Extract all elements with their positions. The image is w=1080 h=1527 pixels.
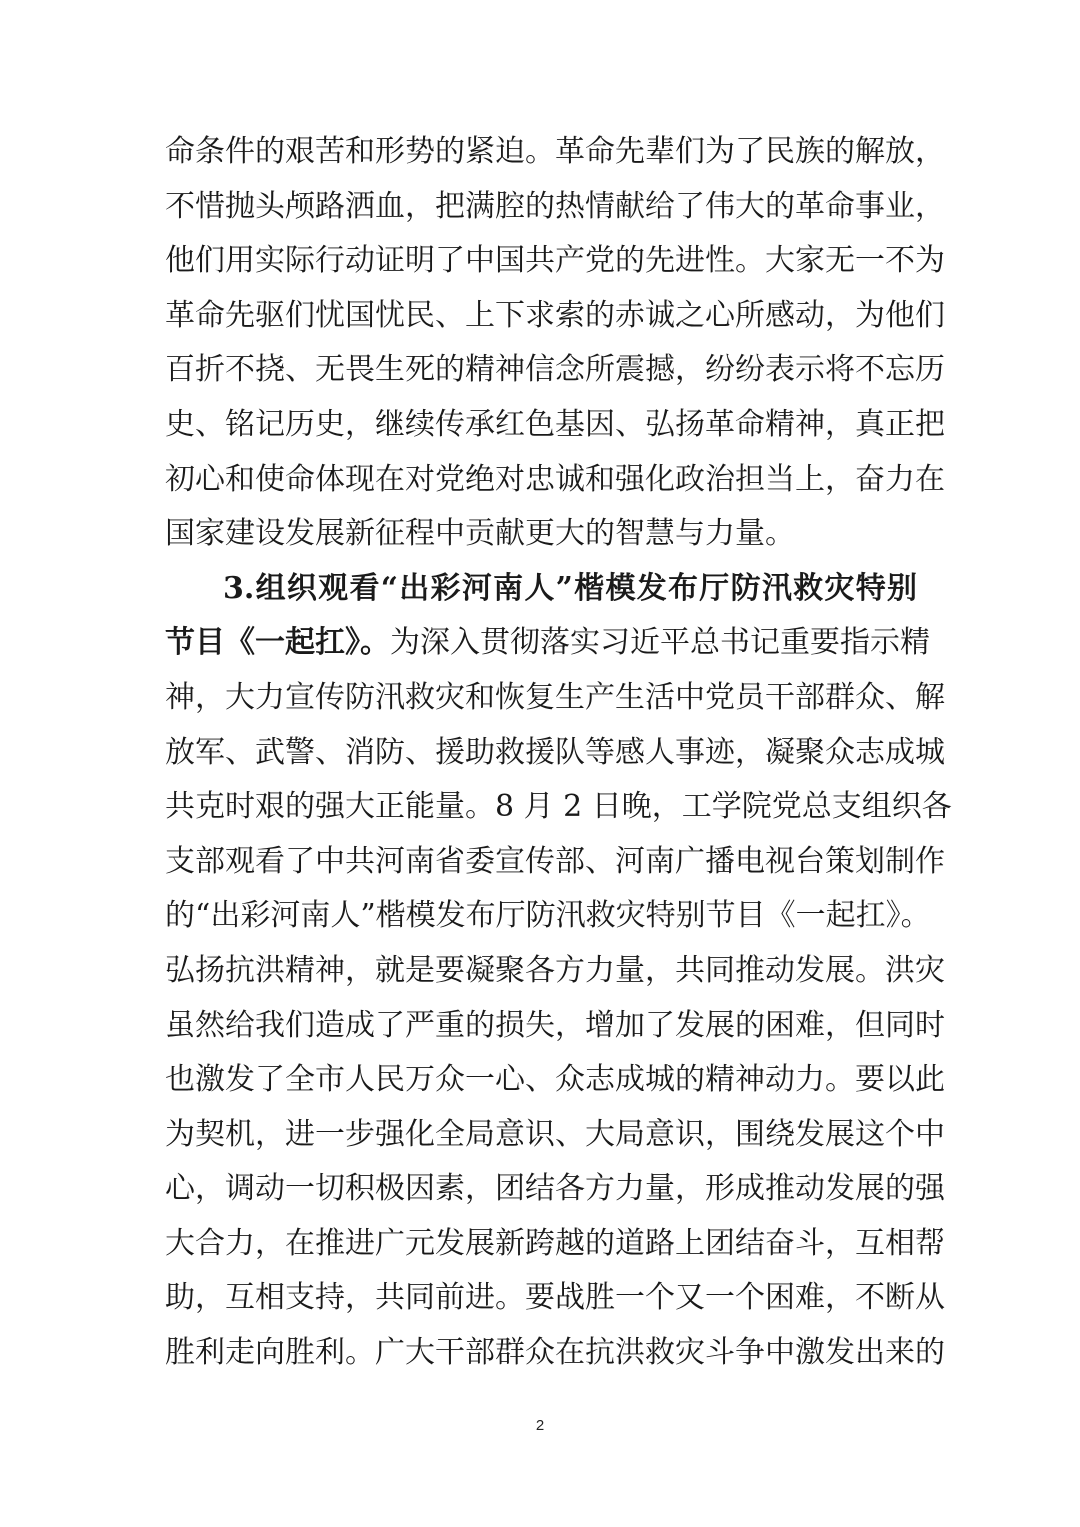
paragraph-1-line-5: 百折不挠、无畏生死的精神信念所震撼，纷纷表示将不忘历 [165, 352, 945, 388]
paragraph-2-line-6: 弘扬抗洪精神，就是要凝聚各方力量，共同推动发展。洪灾 [165, 952, 945, 988]
paragraph-1-line-1: 命条件的艰苦和形势的紧迫。革命先辈们为了民族的解放， [165, 134, 945, 169]
paragraph-1-line-8: 国家建设发展新征程中贡献更大的智慧与力量。 [165, 516, 795, 552]
paragraph-2-line-9: 为契机，进一步强化全局意识、大局意识，围绕发展这个中 [165, 1116, 945, 1152]
paragraph-2-line-3: 共克时艰的强大正能量。8 月 2 日晚，工学院党总支组织各 [165, 789, 952, 825]
section-heading-line-1: 3.组织观看“出彩河南人”楷模发布厅防汛救灾特别 [223, 570, 917, 606]
paragraph-2-line-7: 虽然给我们造成了严重的损失，增加了发展的困难，但同时 [165, 1007, 945, 1043]
paragraph-2-line-8: 也激发了全市人民万众一心、众志成城的精神动力。要以此 [165, 1062, 945, 1098]
paragraph-2-line-4: 支部观看了中共河南省委宣传部、河南广播电视台策划制作 [165, 843, 945, 879]
paragraph-1-line-3: 他们用实际行动证明了中国共产党的先进性。大家无一不为 [165, 243, 945, 279]
paragraph-1-line-2: 不惜抛头颅路洒血，把满腔的热情献给了伟大的革命事业， [165, 188, 945, 224]
paragraph-1-line-4: 革命先驱们忧国忧民、上下求索的赤诚之心所感动，为他们 [165, 297, 945, 333]
paragraph-2-line-1: 神，大力宣传防汛救灾和恢复生产生活中党员干部群众、解 [165, 679, 945, 715]
page-number: 2 [535, 1417, 545, 1434]
paragraph-2-line-12: 助，互相支持，共同前进。要战胜一个又一个困难，不断从 [165, 1280, 945, 1316]
section-body-start: 为深入贯彻落实习近平总书记重要指示精 [390, 625, 930, 661]
paragraph-1-line-7: 初心和使命体现在对党绝对忠诚和强化政治担当上，奋力在 [165, 461, 945, 497]
paragraph-1-line-6: 史、铭记历史，继续传承红色基因、弘扬革命精神，真正把 [165, 406, 945, 442]
paragraph-2-line-2: 放军、武警、消防、援助救援队等感人事迹，凝聚众志成城 [165, 734, 945, 770]
paragraph-2-line-11: 大合力，在推进广元发展新跨越的道路上团结奋斗，互相帮 [165, 1225, 945, 1261]
section-heading-title: 节目《一起扛》。 [165, 625, 390, 661]
section-heading-line-2 [165, 616, 930, 671]
paragraph-2-line-10: 心，调动一切积极因素，团结各方力量，形成推动发展的强 [165, 1171, 945, 1207]
paragraph-2-line-13: 胜利走向胜利。广大干部群众在抗洪救灾斗争中激发出来的 [165, 1335, 945, 1371]
body-text [165, 125, 952, 1381]
paragraph-2-line-5: 的“出彩河南人”楷模发布厅防汛救灾特别节目《一起扛》。 [165, 898, 931, 934]
